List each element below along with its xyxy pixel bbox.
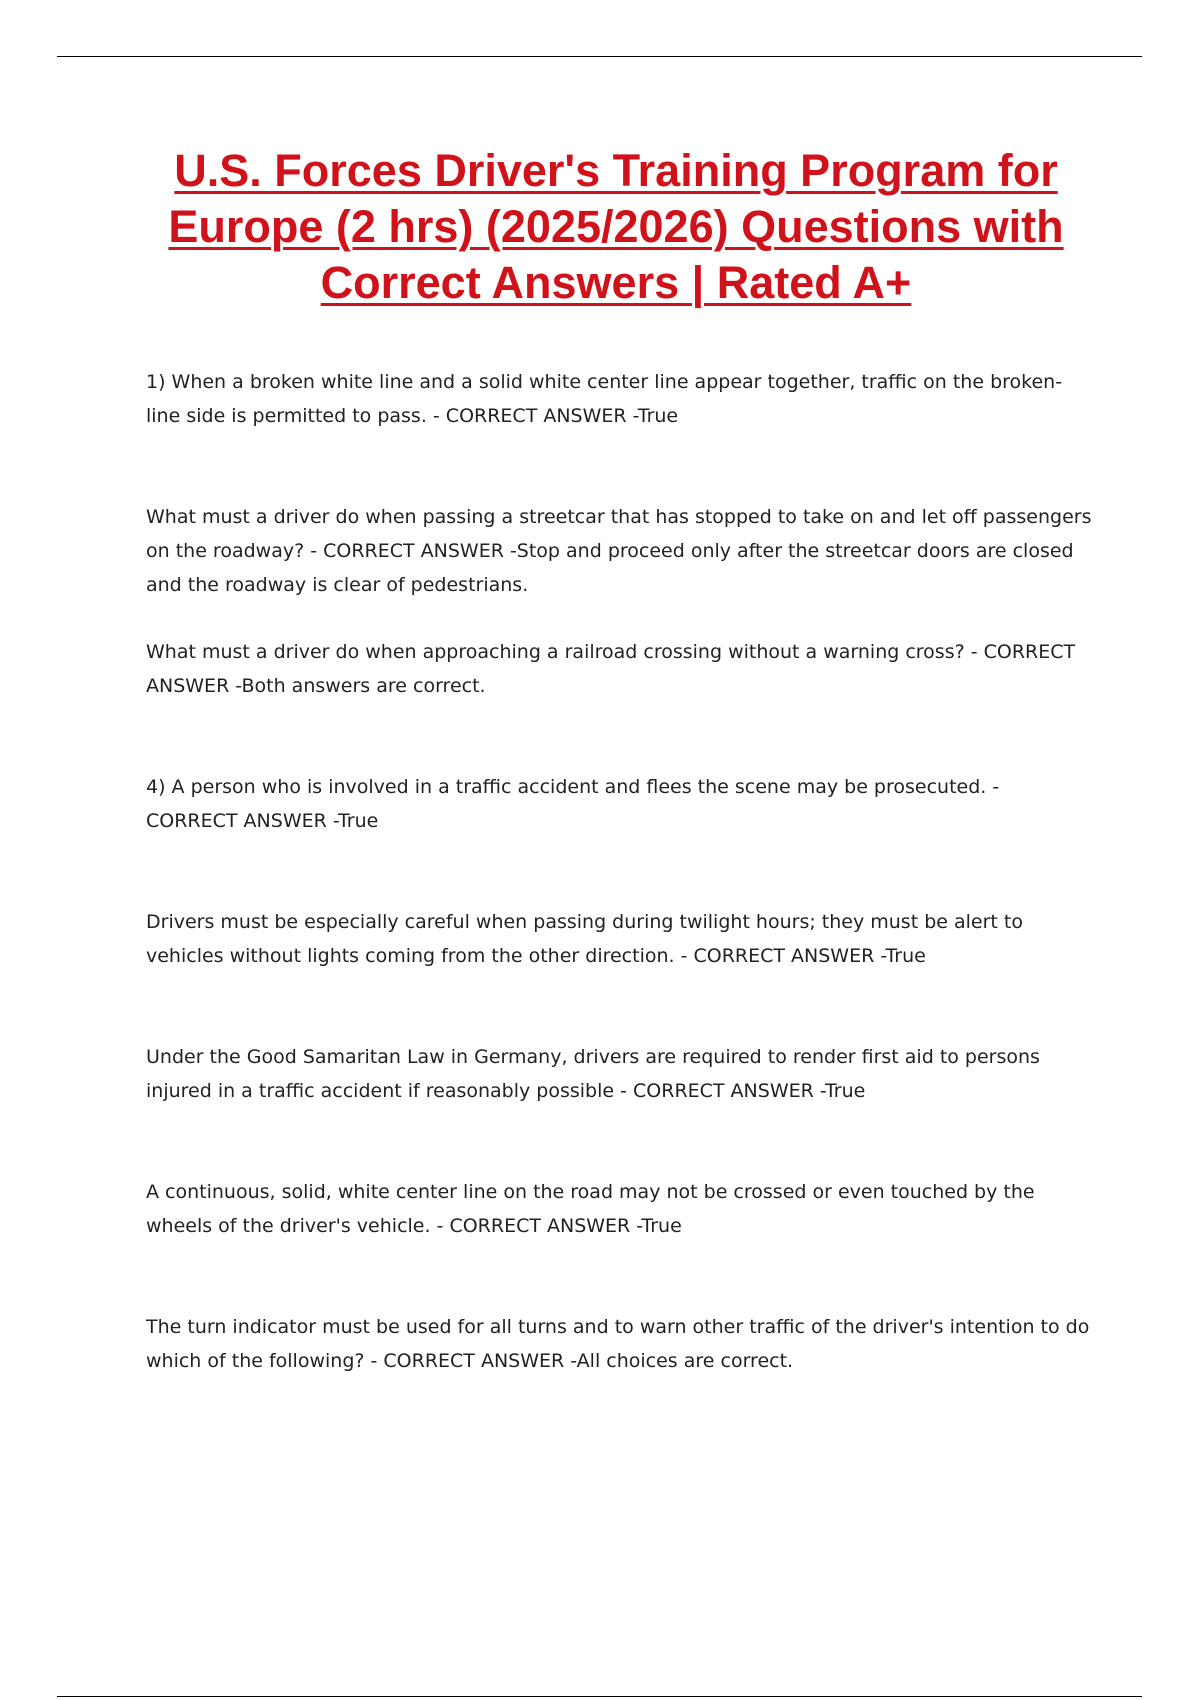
qa-list: [146, 365, 1096, 1445]
page-top-rule: [57, 56, 1142, 57]
qa-item-1: 1) When a broken white line and a solid white center line appear together, traffic on the broken-line side is permitted to pass. - CORRECT ANSWER -True: [146, 371, 1063, 427]
qa-item-5: Drivers must be especially careful when passing during twilight hours; they must be alert to vehicles without lights coming from the other direction. - CORRECT ANSWER -True: [146, 911, 1023, 967]
page-bottom-rule: [57, 1696, 1142, 1697]
qa-item-2: What must a driver do when passing a streetcar that has stopped to take on and let off passengers on the roadway? - CORRECT ANSWER -Stop and proceed only after the streetcar doors are closed and the roadway is clear of pedestrians.: [146, 506, 1092, 596]
qa-item-6: Under the Good Samaritan Law in Germany, drivers are required to render first aid to persons injured in a traffic accident if reasonably possible - CORRECT ANSWER -True: [146, 1046, 1040, 1102]
qa-item-8: The turn indicator must be used for all turns and to warn other traffic of the driver's intention to do which of the following? - CORRECT ANSWER -All choices are correct.: [146, 1316, 1090, 1372]
document-title: U.S. Forces Driver's Training Program for Europe (2 hrs) (2025/2026) Questions with Correct Answers | Rated A+: [168, 145, 1064, 308]
qa-item-3: What must a driver do when approaching a railroad crossing without a warning cross? - CORRECT ANSWER -Both answers are correct.: [146, 641, 1076, 697]
qa-item-4: 4) A person who is involved in a traffic accident and flees the scene may be prosecuted. - CORRECT ANSWER -True: [146, 776, 1000, 832]
qa-item-7: A continuous, solid, white center line on the road may not be crossed or even touched by the wheels of the driver's vehicle. - CORRECT ANSWER -True: [146, 1181, 1035, 1237]
